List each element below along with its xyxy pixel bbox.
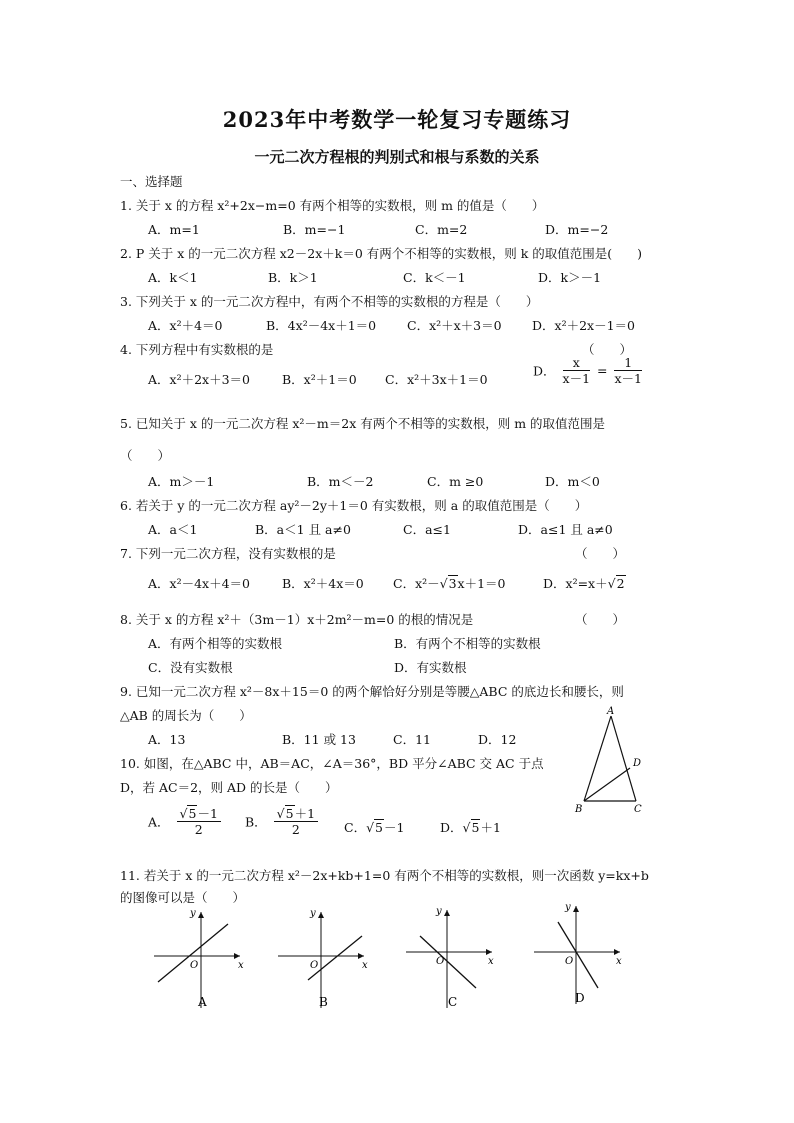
fraction-numerator: √5－1 xyxy=(177,806,221,822)
q7-option-c xyxy=(393,574,506,592)
q7-option-d-radicand: 2 xyxy=(616,576,625,591)
y-axis-label: y xyxy=(436,906,442,917)
q2-option-b: B．k＞1 xyxy=(268,270,318,285)
q1-stem: 1. 关于 x 的方程 x²+2x−m=0 有两个相等的实数根，则 m 的值是（ ） xyxy=(120,198,545,213)
graph-d xyxy=(534,902,622,1005)
equals-sign: = xyxy=(597,363,608,378)
triangle-figure xyxy=(574,704,650,816)
radicand: 5 xyxy=(285,806,294,821)
q4-answer-paren: （ ） xyxy=(582,342,633,357)
q3-option-d: D．x²＋2x－1＝0 xyxy=(532,318,635,333)
option-label: A． xyxy=(148,814,170,830)
q8-option-a: A．有两个相等的实数根 xyxy=(148,636,283,651)
q2-option-a: A．k＜1 xyxy=(148,270,198,285)
x-axis-arrow-icon xyxy=(614,949,620,955)
origin-label: O xyxy=(436,956,445,967)
q4-option-d-left-fraction xyxy=(563,355,591,386)
q10-option-d xyxy=(440,818,501,836)
q7-option-c-radicand: 3 xyxy=(448,576,457,591)
radicand: 5 xyxy=(375,820,383,835)
option-label: C． xyxy=(344,820,367,835)
x-axis-label: x xyxy=(616,956,622,967)
q2-option-c: C．k＜－1 xyxy=(403,270,466,285)
q6-option-a: A．a＜1 xyxy=(148,522,198,537)
q9-stem-line1: 9. 已知一元二次方程 x²－8x＋15＝0 的两个解恰好分别是等腰△ABC 的底边长和腰长，则 xyxy=(120,684,624,699)
y-axis-label: y xyxy=(310,908,316,919)
q1-option-d: D．m=−2 xyxy=(545,222,609,237)
fraction-denominator: x－1 xyxy=(562,371,591,386)
q10-option-a xyxy=(148,806,224,837)
fraction-denominator: x－1 xyxy=(614,371,642,386)
q11-graph-options xyxy=(140,900,640,1015)
q8-option-d: D．有实数根 xyxy=(394,660,467,675)
page-subtitle: 一元二次方程根的判别式和根与系数的关系 xyxy=(254,148,540,166)
q7-stem: 7. 下列一元二次方程，没有实数根的是 xyxy=(120,546,336,561)
section-heading: 一、选择题 xyxy=(120,174,183,189)
graph-a-label: A xyxy=(198,995,207,1009)
graph-a xyxy=(154,908,244,1009)
q2-stem: 2. P 关于 x 的一元二次方程 x2－2x＋k＝0 有两个不相等的实数根，则 k 的取值范围是( ) xyxy=(120,246,643,261)
radicand: 5 xyxy=(188,806,197,821)
q1-option-a: A．m=1 xyxy=(148,222,200,237)
fraction-numerator: √5＋1 xyxy=(274,806,318,822)
q8-answer-paren: （ ） xyxy=(575,612,626,627)
function-line xyxy=(158,924,228,982)
fraction-denominator: 2 xyxy=(194,822,203,837)
q3-option-c: C．x²＋x＋3＝0 xyxy=(407,318,502,333)
q6-option-b: B．a＜1 且 a≠0 xyxy=(255,522,351,537)
x-axis-label: x xyxy=(362,960,368,971)
q5-option-b: B．m＜－2 xyxy=(307,474,374,489)
sqrt-sign: √ xyxy=(366,820,375,835)
radicand: 5 xyxy=(471,820,480,835)
q4-option-b: B．x²＋1＝0 xyxy=(282,372,357,387)
q9-option-b: B．11 或 13 xyxy=(282,732,356,747)
q3-option-b: B．4x²－4x＋1＝0 xyxy=(266,318,377,333)
option-label: B． xyxy=(245,814,267,830)
q9-stem-line2: △AB 的周长为（ ） xyxy=(120,708,252,723)
x-axis-arrow-icon xyxy=(358,953,364,959)
q7-option-d xyxy=(543,574,626,592)
x-axis-arrow-icon xyxy=(234,953,240,959)
y-axis-arrow-icon xyxy=(573,906,579,912)
q3-option-a: A．x²＋4＝0 xyxy=(148,318,223,333)
q10-option-b-fraction xyxy=(274,806,318,837)
graph-d-label: D xyxy=(575,991,585,1005)
q5-option-d: D．m＜0 xyxy=(545,474,600,489)
numerator-suffix: －1 xyxy=(197,806,218,821)
q9-option-c: C．11 xyxy=(393,732,431,747)
q11-stem-line1: 11. 若关于 x 的一元二次方程 x²－2x+kb+1=0 有两个不相等的实数根，则一次函数 y=kx+b xyxy=(120,868,649,883)
q11-stem-line2: 的图像可以是（ ） xyxy=(120,890,246,905)
vertex-c-label: C xyxy=(634,804,642,815)
q9-option-d: D．12 xyxy=(478,732,517,747)
graph-b-label: B xyxy=(319,995,328,1009)
x-axis-label: x xyxy=(488,956,494,967)
sqrt-sign: √ xyxy=(462,820,471,835)
function-line xyxy=(308,936,362,980)
graph-b xyxy=(278,908,368,1009)
q7-option-c-prefix: C．x²－ xyxy=(393,576,440,591)
fraction-denominator: 2 xyxy=(291,822,300,837)
q6-option-c: C．a≤1 xyxy=(403,522,451,537)
q2-option-d: D．k＞－1 xyxy=(538,270,602,285)
sqrt-sign: √ xyxy=(607,576,616,591)
q7-option-a: A．x²－4x＋4＝0 xyxy=(148,576,250,591)
q10-stem-line2: D，若 AC＝2，则 AD 的长是（ ） xyxy=(120,780,338,795)
q9-option-a: A．13 xyxy=(148,732,186,747)
y-axis-arrow-icon xyxy=(444,910,450,916)
q4-option-a: A．x²＋2x＋3＝0 xyxy=(148,372,250,387)
q7-option-d-prefix: D．x²=x＋ xyxy=(543,576,608,591)
function-line xyxy=(558,922,598,988)
y-axis-label: y xyxy=(565,902,571,913)
q4-stem: 4. 下列方程中有实数根的是 xyxy=(120,342,274,357)
q4-option-d xyxy=(533,355,645,386)
q7-answer-paren: （ ） xyxy=(575,546,626,561)
q8-option-c: C．没有实数根 xyxy=(148,660,233,675)
graph-c-label: C xyxy=(448,995,458,1009)
q5-option-c: C．m ≥0 xyxy=(427,474,484,489)
q4-option-d-label: D． xyxy=(533,363,556,379)
q5-answer-paren: （ ） xyxy=(120,448,171,463)
q7-option-b: B．x²＋4x＝0 xyxy=(282,576,364,591)
option-suffix: －1 xyxy=(384,820,405,835)
side-ab xyxy=(584,716,611,801)
page-title: 2023年中考数学一轮复习专题练习 xyxy=(222,107,572,132)
q4-option-c: C．x²＋3x＋1＝0 xyxy=(385,372,488,387)
q8-option-b: B．有两个不相等的实数根 xyxy=(394,636,541,651)
q3-stem: 3. 下列关于 x 的一元二次方程中，有两个不相等的实数根的方程是（ ） xyxy=(120,294,539,309)
option-suffix: ＋1 xyxy=(480,820,501,835)
option-label: D． xyxy=(440,820,463,835)
q8-stem: 8. 关于 x 的方程 x²＋（3m－1）x＋2m²－m=0 的根的情况是 xyxy=(120,612,474,627)
bisector-bd xyxy=(584,768,630,801)
origin-label: O xyxy=(310,960,319,971)
q1-option-c: C．m=2 xyxy=(415,222,468,237)
q10-option-b xyxy=(245,806,321,837)
graph-c xyxy=(406,906,494,1009)
point-d-label: D xyxy=(633,758,642,769)
y-axis-label: y xyxy=(190,908,196,919)
q6-stem: 6. 若关于 y 的一元二次方程 ay²－2y＋1＝0 有实数根，则 a 的取值范围是（ ） xyxy=(120,498,588,513)
fraction-numerator: x xyxy=(563,355,591,371)
numerator-suffix: ＋1 xyxy=(294,806,316,821)
q7-option-c-suffix: x＋1＝0 xyxy=(457,576,506,591)
vertex-a-label: A xyxy=(607,706,615,717)
q10-stem-line1: 10. 如图，在△ABC 中，AB＝AC，∠A＝36°，BD 平分∠ABC 交 AC 于点 xyxy=(120,756,544,771)
origin-label: O xyxy=(190,960,199,971)
origin-label: O xyxy=(565,956,574,967)
q1-option-b: B．m=−1 xyxy=(283,222,346,237)
q10-option-c xyxy=(344,818,404,836)
q5-option-a: A．m＞－1 xyxy=(148,474,215,489)
function-line xyxy=(420,936,476,988)
q6-option-d: D．a≤1 且 a≠0 xyxy=(518,522,613,537)
x-axis-arrow-icon xyxy=(486,949,492,955)
fraction-numerator: 1 xyxy=(614,355,642,371)
y-axis-arrow-icon xyxy=(318,912,324,918)
sqrt-sign: √ xyxy=(439,576,448,591)
q10-option-a-fraction xyxy=(177,806,221,837)
y-axis-arrow-icon xyxy=(198,912,204,918)
q4-option-d-right-fraction xyxy=(614,355,642,386)
x-axis-label: x xyxy=(238,960,244,971)
q5-stem: 5. 已知关于 x 的一元二次方程 x²－m＝2x 有两个不相等的实数根，则 m 的取值范围是 xyxy=(120,416,606,431)
vertex-b-label: B xyxy=(575,804,583,815)
